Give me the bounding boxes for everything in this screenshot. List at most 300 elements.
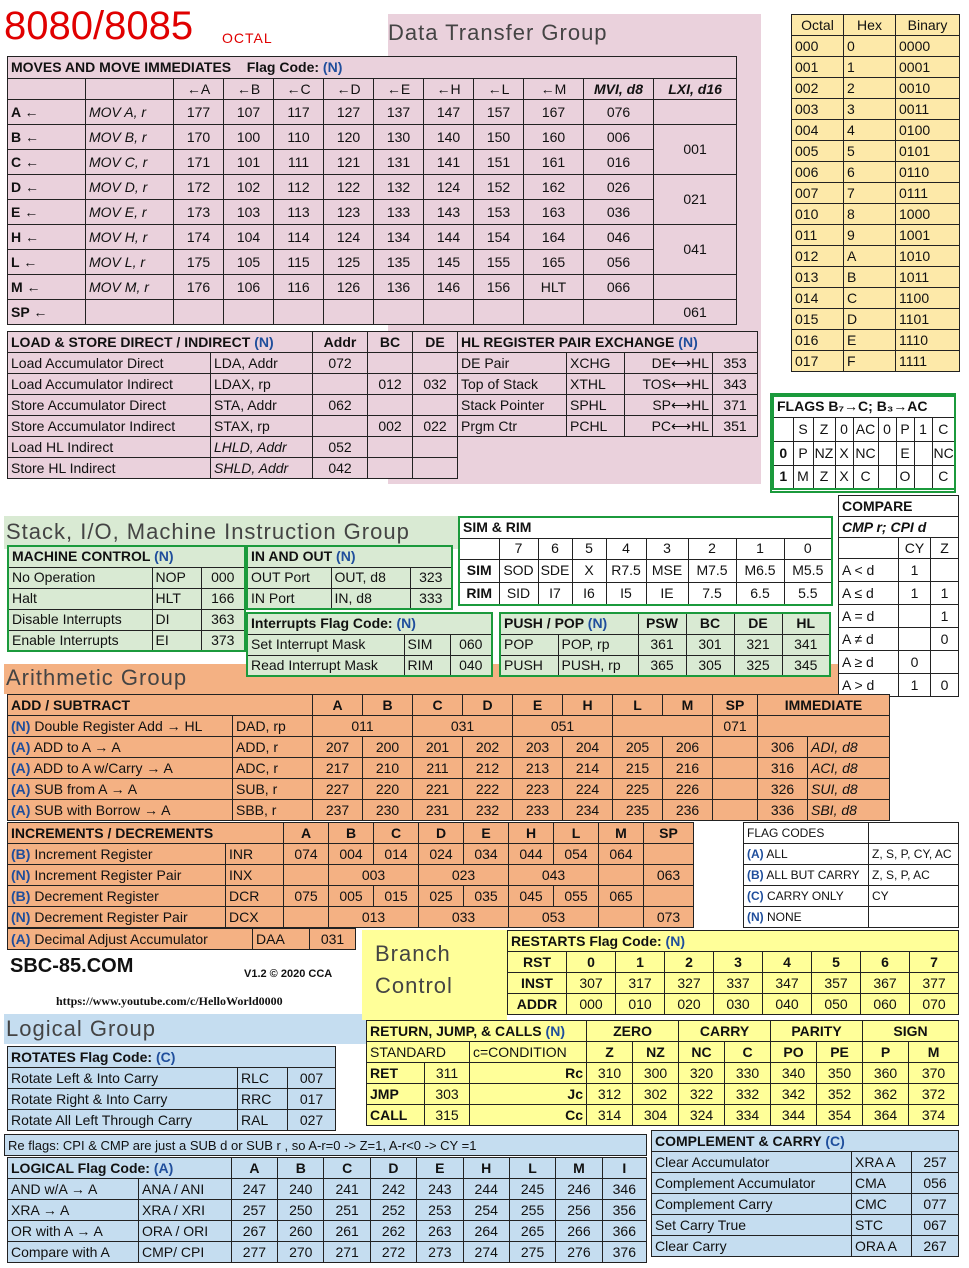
moves-opcode: 163 — [524, 200, 584, 225]
octal-cell: 007 — [792, 183, 844, 204]
cc-cell: 056 — [912, 1173, 959, 1194]
rjc-cell: 370 — [909, 1063, 959, 1084]
rjc-standard: STANDARD — [367, 1042, 470, 1063]
as-opcode: 227 — [313, 779, 363, 800]
cc-title — [652, 1131, 959, 1152]
rot-flag: (C) — [155, 1048, 176, 1065]
moves-opcode — [324, 300, 374, 325]
youtube-link[interactable]: https://www.youtube.com/c/HelloWorld0000 — [56, 994, 283, 1008]
rst-flag: (N) — [665, 932, 685, 949]
page-subtitle: OCTAL — [222, 30, 273, 46]
ls-cell: STAX, rp — [211, 416, 313, 437]
int-row — [247, 655, 492, 676]
incdec-opcode: 005 — [329, 886, 374, 907]
complement-carry-table — [651, 1130, 959, 1257]
logical-table — [7, 1157, 647, 1263]
return-jump-calls-table — [366, 1020, 959, 1126]
rst-cell: 050 — [812, 994, 861, 1015]
flag-codes-name — [744, 886, 869, 907]
ls-row — [8, 395, 458, 416]
incdec-opcode: 024 — [419, 844, 464, 865]
sim-rim-cell: R7.5 — [606, 559, 646, 582]
incdec-blank — [284, 907, 329, 928]
pp-cell: 301 — [686, 634, 734, 655]
log-cell: 246 — [556, 1179, 602, 1200]
flags-cell: NC — [932, 441, 955, 465]
as-opcode: 211 — [413, 758, 463, 779]
as-col-header: D — [463, 695, 513, 716]
moves-opcode: 117 — [274, 100, 324, 125]
rjc-cell: 302 — [633, 1084, 679, 1105]
hl-cell: SP⟷HL — [625, 395, 713, 416]
log-cell: 273 — [417, 1242, 463, 1263]
compare-blank — [839, 538, 899, 559]
moves-dest: E ← — [8, 200, 86, 225]
rst-cell: 5 — [812, 952, 861, 973]
as-blank — [713, 737, 758, 758]
rst-cell: RST — [508, 952, 567, 973]
moves-opcode: 102 — [224, 175, 274, 200]
hl-cell: PC⟷HL — [625, 416, 713, 437]
as-opcode: 220 — [363, 779, 413, 800]
moves-mnemonic — [86, 300, 174, 325]
incdec-opcode: 054 — [554, 844, 599, 865]
log-cell: ANA / ANI — [139, 1179, 232, 1200]
io-cell: OUT, d8 — [331, 567, 410, 588]
cc-cell: ORA A — [852, 1236, 912, 1257]
hl-cell: 371 — [713, 395, 758, 416]
pp-cell: 345 — [782, 655, 830, 676]
sim-rim-cell: M6.5 — [736, 559, 784, 582]
log-cell: 274 — [463, 1242, 509, 1263]
incdec-col-header: SP — [644, 823, 694, 844]
moves-dest: SP ← — [8, 300, 86, 325]
moves-opcode: 156 — [474, 275, 524, 300]
moves-row — [8, 100, 737, 125]
as-opcode: 205 — [613, 737, 663, 758]
incdec-opcode: 004 — [329, 844, 374, 865]
sim-rim-cell: RIM — [459, 582, 499, 605]
as-label — [8, 800, 233, 821]
ls-row — [8, 437, 458, 458]
as-col-header: C — [413, 695, 463, 716]
rjc-cell: 350 — [817, 1063, 863, 1084]
octal-cell: 1001 — [896, 225, 960, 246]
log-cell: 264 — [463, 1221, 509, 1242]
ls-cell: 062 — [313, 395, 368, 416]
compare-cell: 0 — [931, 628, 959, 651]
pp-row — [500, 655, 830, 676]
as-code: (A) — [11, 759, 31, 776]
octal-cell: 1011 — [896, 267, 960, 288]
compare-cell — [931, 651, 959, 674]
pp-cell: 361 — [638, 634, 686, 655]
moves-mnemonic: MOV B, r — [86, 125, 174, 150]
pp-row — [500, 634, 830, 655]
as-opcode: 234 — [563, 800, 613, 821]
log-cell: 277 — [231, 1242, 277, 1263]
compare-cell — [899, 628, 931, 651]
rjc-cell: 314 — [587, 1105, 633, 1126]
octal-cell: 1100 — [896, 288, 960, 309]
mc-cell: 000 — [201, 567, 245, 588]
incdec-mnemonic: INX — [226, 865, 284, 886]
mvi-opcode: 006 — [584, 125, 654, 150]
moves-opcode: 150 — [474, 125, 524, 150]
octal-cell: 000 — [792, 36, 844, 57]
moves-opcode: 160 — [524, 125, 584, 150]
moves-opcode — [474, 300, 524, 325]
incdec-pair-opcode: 053 — [509, 907, 599, 928]
log-row — [8, 1242, 647, 1263]
as-opcode: 216 — [663, 758, 713, 779]
as-blank — [713, 779, 758, 800]
rjc-col-header: PO — [771, 1042, 817, 1063]
dad-mnemonic: DAD, rp — [233, 716, 313, 737]
flags-cell — [914, 441, 932, 465]
mc-cell: Disable Interrupts — [8, 609, 152, 630]
octal-row — [792, 99, 960, 120]
moves-opcode: 122 — [324, 175, 374, 200]
moves-mnemonic: MOV M, r — [86, 275, 174, 300]
octal-cell: 9 — [844, 225, 896, 246]
compare-cell: 1 — [931, 582, 959, 605]
rot-cell: Rotate All Left Through Carry — [8, 1110, 238, 1131]
ls-cell — [368, 395, 413, 416]
incdec-label — [8, 844, 226, 865]
octal-cell: 010 — [792, 204, 844, 225]
flags-cell: 0 — [878, 417, 896, 441]
octal-cell: D — [844, 309, 896, 330]
log-cell: 270 — [278, 1242, 324, 1263]
as-row — [8, 758, 890, 779]
incdec-pair-opcode: 023 — [419, 865, 509, 886]
as-opcode: 226 — [663, 779, 713, 800]
incdec-label — [8, 907, 226, 928]
compare-cell: 1 — [899, 559, 931, 582]
as-code: (A) — [11, 801, 31, 818]
cc-title-text: COMPLEMENT & CARRY — [655, 1132, 822, 1149]
pp-flag: (N) — [587, 615, 608, 632]
incdec-opcode: 064 — [599, 844, 644, 865]
rot-title — [8, 1047, 336, 1068]
sim-rim-cell: M7.5 — [688, 559, 736, 582]
compare-cell: A = d — [839, 605, 899, 628]
moves-opcode: 171 — [174, 150, 224, 175]
pp-col-header: BC — [686, 613, 734, 634]
incdec-row — [8, 886, 694, 907]
int-cell: SIM — [404, 634, 450, 655]
octal-cell: 016 — [792, 330, 844, 351]
ls-cell: 002 — [368, 416, 413, 437]
rjc-col-header: P — [863, 1042, 909, 1063]
octal-cell: 1010 — [896, 246, 960, 267]
ls-col-header: BC — [368, 332, 413, 353]
as-mnemonic: ADD, r — [233, 737, 313, 758]
io-cell: 323 — [410, 567, 452, 588]
io-cell: IN, d8 — [331, 588, 410, 609]
as-opcode: 236 — [663, 800, 713, 821]
as-title: ADD / SUBTRACT — [8, 695, 313, 716]
ls-cell — [413, 437, 458, 458]
moves-opcode: 140 — [424, 125, 474, 150]
as-row — [8, 779, 890, 800]
sim-rim-cell: M5.5 — [784, 559, 832, 582]
rot-cell: Rotate Right & Into Carry — [8, 1089, 238, 1110]
as-col-header: SP — [713, 695, 758, 716]
octal-cell: 001 — [792, 57, 844, 78]
log-cell: 266 — [556, 1221, 602, 1242]
incdec-blank — [599, 865, 644, 886]
moves-row — [8, 250, 737, 275]
flag-codes-row — [744, 886, 959, 907]
log-col-header: I — [602, 1158, 646, 1179]
moves-opcode — [224, 300, 274, 325]
log-cell: 271 — [324, 1242, 370, 1263]
as-code: (A) — [11, 738, 31, 755]
daa-opcode: 031 — [310, 929, 356, 950]
mc-row — [8, 609, 245, 630]
log-cell: 247 — [231, 1179, 277, 1200]
sim-rim-cell: IE — [646, 582, 688, 605]
flags-cell: P — [896, 417, 914, 441]
log-col-header: B — [278, 1158, 324, 1179]
log-col-header: M — [556, 1158, 602, 1179]
load-store-table — [7, 331, 458, 479]
as-label — [8, 779, 233, 800]
flags-title: FLAGS B₇→C; B₃→AC — [773, 396, 955, 417]
octal-row — [792, 330, 960, 351]
rst-cell: 307 — [567, 973, 616, 994]
moves-opcode: 106 — [224, 275, 274, 300]
moves-opcode: 130 — [374, 125, 424, 150]
moves-title: MOVES AND MOVE IMMEDIATES — [11, 59, 232, 75]
log-col-header: D — [370, 1158, 416, 1179]
moves-mnemonic: MOV H, r — [86, 225, 174, 250]
compare-cell — [899, 605, 931, 628]
compare-subtitle: CMP r; CPI d — [839, 517, 959, 538]
rjc-cell: 304 — [633, 1105, 679, 1126]
io-row — [247, 588, 452, 609]
log-cell: 267 — [231, 1221, 277, 1242]
moves-dest: M ← — [8, 275, 86, 300]
incdec-mnemonic: DCX — [226, 907, 284, 928]
flag-codes-row — [744, 907, 959, 928]
cc-cell: Set Carry True — [652, 1215, 852, 1236]
moves-col-header: ←C — [274, 79, 324, 100]
hl-title — [458, 332, 758, 353]
rjc-flag: (N) — [545, 1022, 565, 1039]
pp-cell: 365 — [638, 655, 686, 676]
octal-cell: 013 — [792, 267, 844, 288]
dad-opcode: 051 — [513, 716, 613, 737]
rjc-col-header: NC — [679, 1042, 725, 1063]
log-cell: 262 — [370, 1221, 416, 1242]
moves-row — [8, 200, 737, 225]
ls-cell: SHLD, Addr — [211, 458, 313, 479]
interrupts-table — [246, 612, 493, 677]
log-cell: 240 — [278, 1179, 324, 1200]
rjc-row — [367, 1063, 959, 1084]
hl-cell: DE⟷HL — [625, 353, 713, 374]
log-title — [8, 1158, 232, 1179]
rst-cell: 6 — [861, 952, 910, 973]
incdec-col-header: B — [329, 823, 374, 844]
io-title — [247, 546, 452, 567]
log-cell: 276 — [556, 1242, 602, 1263]
ls-cell: Store Accumulator Direct — [8, 395, 211, 416]
flag-codes-row — [744, 865, 959, 886]
moves-opcode — [424, 300, 474, 325]
dad-opcode: 031 — [413, 716, 513, 737]
lxi-opcode: 061 — [654, 300, 737, 325]
rjc-cell: 311 — [425, 1063, 470, 1084]
moves-opcode: 157 — [474, 100, 524, 125]
moves-dest: B ← — [8, 125, 86, 150]
log-cell: 356 — [602, 1200, 646, 1221]
flag-code-desc: ALL BUT CARRY — [766, 867, 860, 882]
page-title: 8080/8085 — [4, 4, 194, 48]
octal-cell: 011 — [792, 225, 844, 246]
mc-row — [8, 567, 245, 588]
rjc-cell: 342 — [771, 1084, 817, 1105]
rjc-group-header: SIGN — [863, 1021, 959, 1042]
compare-row — [839, 628, 959, 651]
mvi-opcode: 026 — [584, 175, 654, 200]
as-opcode: 224 — [563, 779, 613, 800]
rjc-cell: 362 — [863, 1084, 909, 1105]
ls-cell — [368, 353, 413, 374]
cc-cell: STC — [852, 1215, 912, 1236]
log-cell: 244 — [463, 1179, 509, 1200]
rst-cell: INST — [508, 973, 567, 994]
compare-cell: A ≠ d — [839, 628, 899, 651]
mc-flag: (N) — [154, 548, 174, 565]
mc-title-text: MACHINE CONTROL — [12, 548, 151, 565]
octal-cell: 1 — [844, 57, 896, 78]
log-cell: 255 — [509, 1200, 555, 1221]
flag-code-desc: ALL — [766, 846, 788, 861]
pp-cell: POP, rp — [558, 634, 638, 655]
hl-cell: SPHL — [567, 395, 625, 416]
octal-cell: 0111 — [896, 183, 960, 204]
octal-row — [792, 141, 960, 162]
rot-cell: 017 — [288, 1089, 336, 1110]
octal-cell: 0000 — [896, 36, 960, 57]
compare-cell: 0 — [899, 651, 931, 674]
as-imm-mnemonic: SUI, d8 — [808, 779, 890, 800]
mvi-opcode: 046 — [584, 225, 654, 250]
rst-cell: 317 — [616, 973, 665, 994]
moves-opcode: 141 — [424, 150, 474, 175]
compare-cell: 0 — [931, 674, 959, 697]
ls-cell — [413, 395, 458, 416]
as-opcode: 231 — [413, 800, 463, 821]
int-flag-label: Flag Code: — [320, 615, 393, 632]
as-opcode: 230 — [363, 800, 413, 821]
pp-col-header: PSW — [638, 613, 686, 634]
incdec-code: (B) — [11, 845, 31, 862]
compare-cell — [931, 559, 959, 582]
hl-row — [458, 395, 758, 416]
ls-cell — [313, 374, 368, 395]
compare-row — [839, 605, 959, 628]
dad-row — [8, 716, 890, 737]
octal-cell: 004 — [792, 120, 844, 141]
hl-cell: 353 — [713, 353, 758, 374]
log-cell: 263 — [417, 1221, 463, 1242]
octal-cell: 012 — [792, 246, 844, 267]
ls-cell: 032 — [413, 374, 458, 395]
log-cell: 254 — [463, 1200, 509, 1221]
moves-opcode: 116 — [274, 275, 324, 300]
as-opcode: 232 — [463, 800, 513, 821]
moves-opcode: 111 — [274, 150, 324, 175]
moves-dest: H ← — [8, 225, 86, 250]
as-opcode: 217 — [313, 758, 363, 779]
moves-opcode: 170 — [174, 125, 224, 150]
rjc-cell: 352 — [817, 1084, 863, 1105]
rjc-condition-text: c=CONDITION — [473, 1043, 567, 1060]
inc-dec-table — [7, 822, 694, 928]
cc-cell: 267 — [912, 1236, 959, 1257]
as-label-text: ADD to A w/Carry → A — [33, 759, 173, 776]
incdec-code: (N) — [11, 908, 31, 925]
flags-cell: 1 — [773, 465, 793, 489]
sim-rim-blank — [459, 538, 499, 559]
rot-cell: RLC — [238, 1068, 288, 1089]
mc-cell: 363 — [201, 609, 245, 630]
mvi-opcode: 076 — [584, 100, 654, 125]
compare-cell: A > d — [839, 674, 899, 697]
arith-group-heading: Arithmetic Group — [6, 665, 188, 690]
moves-opcode — [374, 300, 424, 325]
pp-cell: 305 — [686, 655, 734, 676]
compare-title: COMPARE — [839, 496, 959, 517]
incdec-pair-opcode: 043 — [509, 865, 599, 886]
cc-flag: (C) — [825, 1132, 845, 1149]
flags-cell: M — [793, 465, 813, 489]
rjc-cell: 303 — [425, 1084, 470, 1105]
incdec-col-header: H — [509, 823, 554, 844]
pp-col-header: DE — [734, 613, 782, 634]
as-opcode: 233 — [513, 800, 563, 821]
octal-cell: A — [844, 246, 896, 267]
moves-opcode: 104 — [224, 225, 274, 250]
moves-opcode: 124 — [324, 225, 374, 250]
incdec-label-text: Decrement Register Pair — [34, 908, 188, 925]
int-cell: RIM — [404, 655, 450, 676]
moves-opcode: 125 — [324, 250, 374, 275]
octal-cell: B — [844, 267, 896, 288]
int-cell: 040 — [450, 655, 492, 676]
incdec-label-text: Increment Register — [34, 845, 153, 862]
as-opcode: 204 — [563, 737, 613, 758]
rot-title-text: ROTATES — [11, 1048, 76, 1065]
rjc-cell: JMP — [367, 1084, 425, 1105]
pp-title-text: PUSH / POP — [504, 615, 584, 632]
rjc-cell: 322 — [679, 1084, 725, 1105]
as-blank — [713, 758, 758, 779]
flags-note-text: Re flags: CPI & CMP are just a SUB d or SUB r , so A-r=0 -> Z=1, A-r<0 -> CY =1 — [5, 1135, 647, 1156]
rjc-title-text: RETURN, JUMP, & CALLS — [370, 1022, 542, 1039]
sim-rim-cell: X — [572, 559, 606, 582]
logical-group-heading: Logical Group — [6, 1016, 156, 1041]
log-cell: 260 — [278, 1221, 324, 1242]
octal-row — [792, 183, 960, 204]
compare-cell: 1 — [931, 605, 959, 628]
incdec-col-header: E — [464, 823, 509, 844]
